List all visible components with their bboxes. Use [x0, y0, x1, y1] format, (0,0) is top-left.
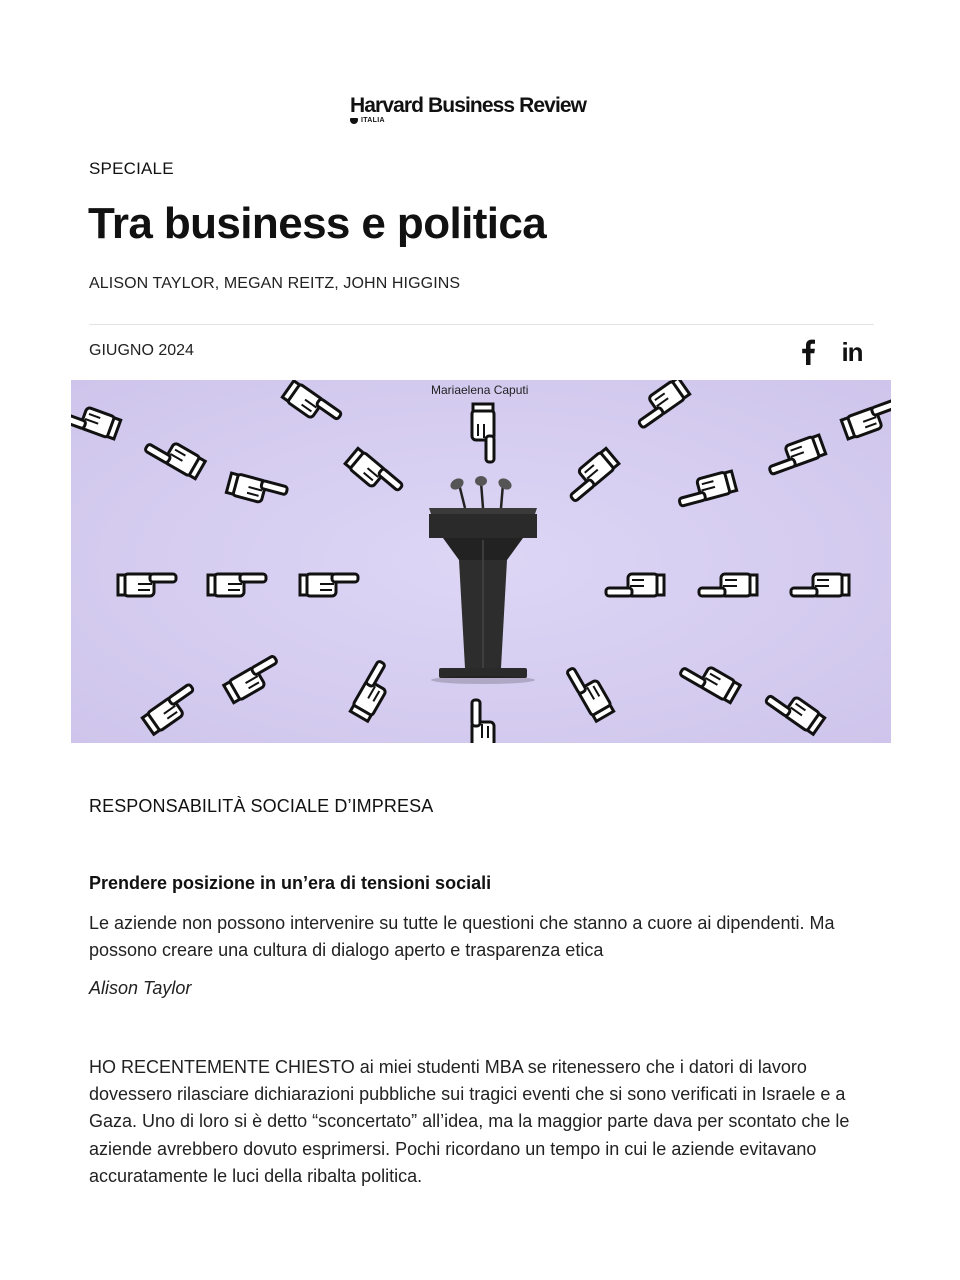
logo-edition-label: ITALIA: [361, 117, 385, 124]
article-body: HO RECENTEMENTE CHIESTO ai miei studenti MBA se ritenessero che i datori di lavoro dovessero rilasciare dichiarazioni pubbliche sui tragici eventi che si sono verificati in Israele e a Gaza. Uno di loro si è detto “sconcertato” all’idea, ma la maggior parte dava per scontato che le aziende avrebbero dovuto esprimersi. Pochi ricordano un tempo in cui le aziende evitavano accuratamente le luci della ribalta politica.: [89, 1057, 850, 1186]
article-author: Alison Taylor: [89, 978, 192, 998]
section-label: SPECIALE: [89, 159, 174, 178]
authors-line: ALISON TAYLOR, MEGAN REITZ, JOHN HIGGINS: [89, 275, 461, 292]
shield-icon: [350, 118, 358, 124]
hbr-logo[interactable]: [350, 94, 620, 124]
page-title: Tra business e politica: [88, 199, 547, 248]
facebook-share-button[interactable]: [796, 338, 820, 366]
article-title[interactable]: Prendere posizione in un’era di tensioni sociali: [89, 873, 492, 893]
logo-brand: Harvard Business Review: [350, 94, 587, 117]
article-description: Le aziende non possono intervenire su tutte le questioni che stanno a cuore ai dipendenti. Ma possono creare una cultura di dialogo aperto e trasparenza etica: [89, 913, 835, 960]
facebook-icon: [800, 339, 816, 365]
image-credit: Mariaelena Caputi: [431, 383, 529, 397]
hero-image: [71, 380, 891, 743]
logo-edition: [350, 117, 620, 124]
divider: [89, 324, 874, 325]
publish-date: GIUGNO 2024: [89, 342, 194, 359]
article-category[interactable]: RESPONSABILITÀ SOCIALE D’IMPRESA: [89, 796, 434, 816]
linkedin-icon: in: [841, 337, 863, 367]
linkedin-share-button[interactable]: [836, 338, 868, 366]
